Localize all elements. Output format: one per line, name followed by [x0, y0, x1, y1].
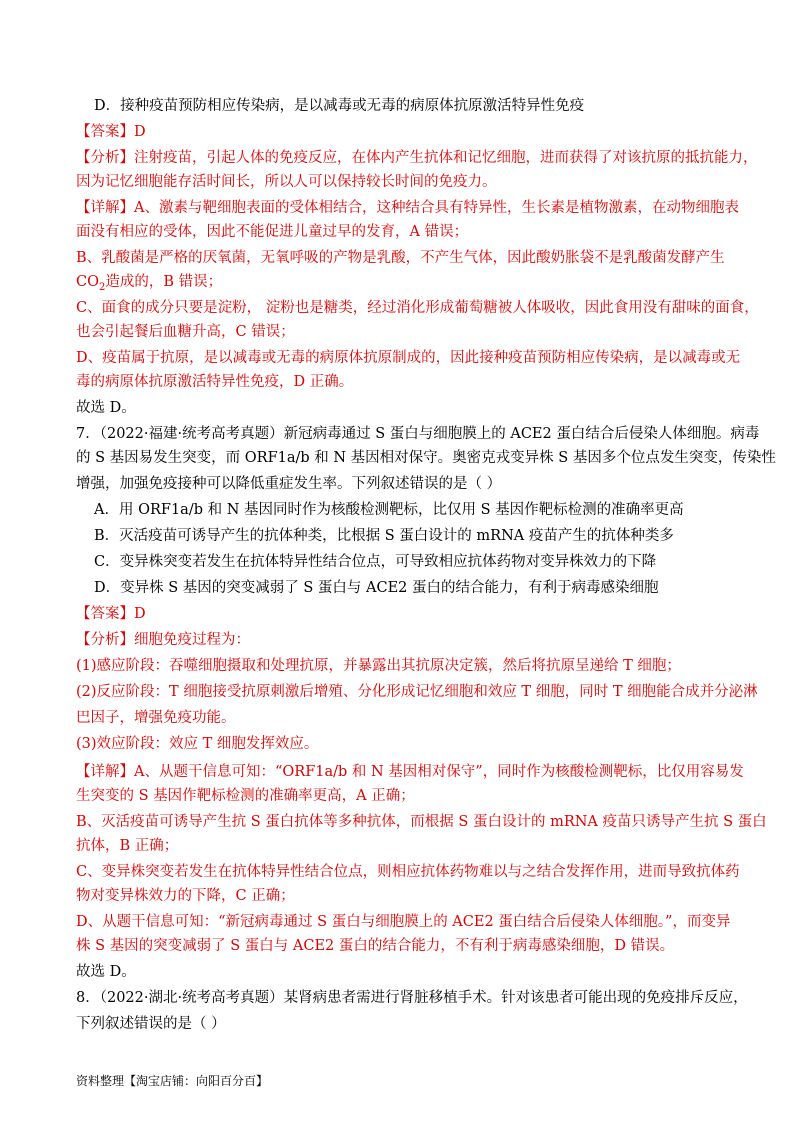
- q6-analysis-line-2: 因为记忆细胞能存活时间长，所以人可以保持较长时间的免疫力。: [76, 174, 497, 190]
- q6-analysis-line-1: [76, 148, 758, 168]
- q6-detail-line-3: B、乳酸菌是严格的厌氧菌，无氧呼吸的产物是乳酸，不产生气体，因此酸奶胀袋不是乳酸菌发酵产生: [76, 250, 725, 266]
- q7-detail-line-8: 株 S 基因的突变减弱了 S 蛋白与 ACE2 蛋白的结合能力，不有利于病毒感染细胞，D 错误。: [76, 938, 675, 954]
- q7-stem-line-2: 的 S 基因易发生突变，而 ORF1a/b 和 N 基因相对保守。奥密克戎变异株 S 基因多个位点发生突变，传染性: [76, 450, 776, 466]
- q6-detail-line-1: [76, 198, 739, 218]
- answer-value: D: [134, 606, 146, 622]
- answer-value: D: [134, 124, 146, 140]
- q7-detail-line-4: 抗体，B 正确；: [76, 838, 179, 854]
- q6-detail-line-7: D、疫苗属于抗原，是以减毒或无毒的病原体抗原制成的，因此接种疫苗预防相应传染病，是以减毒或无: [76, 350, 741, 366]
- page-footer: 资料整理【淘宝店铺：向阳百分百】: [76, 1074, 269, 1088]
- q7-detail-line-7: D、从题干信息可知：“新冠病毒通过 S 蛋白与细胞膜上的 ACE2 蛋白结合后侵染人体细胞。”，而变异: [76, 914, 731, 930]
- co2-text: CO: [76, 274, 99, 290]
- q7-detail-line-1: [76, 762, 744, 782]
- q7-analysis-line-2: (2)反应阶段：T 细胞接受抗原刺激后增殖、分化形成记忆细胞和效应 T 细胞，同时 T 细胞能合成并分泌淋: [76, 684, 758, 700]
- q7-option-c: C．变异株突变若发生在抗体特异性结合位点，可导致相应抗体药物对变异株效力的下降: [94, 554, 657, 570]
- analysis-text: 注射疫苗，引起人体的免疫反应，在体内产生抗体和记忆细胞，进而获得了对该抗原的抵抗能力，: [134, 150, 758, 166]
- analysis-text: 细胞免疫过程为：: [134, 632, 250, 648]
- q7-choose: 故选 D。: [76, 964, 136, 980]
- q6-detail-line-2: 面没有相应的受体，因此不能促进儿童过早的发育，A 错误；: [76, 224, 469, 240]
- q6-detail-line-8: 毒的病原体抗原激活特异性免疫，D 正确。: [76, 374, 354, 390]
- answer-tag: 【答案】: [76, 124, 134, 140]
- detail-tag: 【详解】: [76, 764, 134, 780]
- q7-detail-line-5: C、变异株突变若发生在抗体特异性结合位点，则相应抗体药物难以与之结合发挥作用，进而导致抗体药: [76, 864, 740, 880]
- q7-answer: [76, 604, 736, 624]
- answer-tag: 【答案】: [76, 606, 134, 622]
- q7-option-d: D．变异株 S 基因的突变减弱了 S 蛋白与 ACE2 蛋白的结合能力，有利于病毒感染细胞: [94, 580, 659, 596]
- q6-answer: [76, 122, 736, 142]
- q7-option-a: A．用 ORF1a/b 和 N 基因同时作为核酸检测靶标，比仅用 S 基因作靶标检测的准确率更高: [94, 502, 684, 518]
- q7-detail-line-3: B、灭活疫苗可诱导产生抗 S 蛋白抗体等多种抗体，而根据 S 蛋白设计的 mRNA 疫苗只诱导产生抗 S 蛋白: [76, 814, 767, 830]
- detail-tag: 【详解】: [76, 200, 134, 216]
- q6-detail-line-4: [76, 272, 736, 292]
- q6-detail-line-5: C、面食的成分只要是淀粉， 淀粉也是糖类，经过消化形成葡萄糖被人体吸收，因此食用没有甜味的面食，: [76, 300, 759, 316]
- q7-detail-line-2: 生突变的 S 基因作靶标检测的准确率更高，A 正确；: [76, 788, 415, 804]
- q7-analysis-line-0: [76, 630, 736, 650]
- q7-stem-line-3: 增强，加强免疫接种可以降低重症发生率。下列叙述错误的是（ ）: [76, 476, 502, 492]
- q7-analysis-line-4: (3)效应阶段：效应 T 细胞发挥效应。: [76, 736, 319, 752]
- analysis-tag: 【分析】: [76, 150, 134, 166]
- q6-detail-line-6: 也会引起餐后血糖升高，C 错误；: [76, 324, 295, 340]
- detail-text: A、激素与靶细胞表面的受体相结合，这种结合具有特异性，生长素是植物激素，在动物细胞表: [134, 200, 739, 216]
- q7-analysis-line-3: 巴因子，增强免疫功能。: [76, 710, 236, 726]
- detail-text: A、从题干信息可知：“ORF1a/b 和 N 基因相对保守”，同时作为核酸检测靶标，比仅用容易发: [134, 764, 744, 780]
- q7-analysis-line-1: (1)感应阶段：吞噬细胞摄取和处理抗原，并暴露出其抗原决定簇，然后将抗原呈递给 T 细胞；: [76, 658, 681, 674]
- q6-choose: 故选 D。: [76, 400, 136, 416]
- q8-stem-line-2: 下列叙述错误的是（ ）: [76, 1016, 226, 1032]
- detail-text: 造成的，B 错误；: [105, 274, 223, 290]
- q7-stem-line-1: 7．（2022·福建·统考高考真题）新冠病毒通过 S 蛋白与细胞膜上的 ACE2 蛋白结合后侵染人体细胞。病毒: [76, 426, 760, 442]
- q6-option-d: D．接种疫苗预防相应传染病，是以减毒或无毒的病原体抗原激活特异性免疫: [94, 98, 585, 114]
- co2-subscript: 2: [98, 281, 106, 293]
- analysis-tag: 【分析】: [76, 632, 134, 648]
- q7-detail-line-6: 物对变异株效力的下降，C 正确；: [76, 888, 295, 904]
- q8-stem-line-1: 8．（2022·湖北·统考高考真题）某肾病患者需进行肾脏移植手术。针对该患者可能出现的免疫排斥反应，: [76, 990, 748, 1006]
- q7-option-b: B．灭活疫苗可诱导产生的抗体种类，比根据 S 蛋白设计的 mRNA 疫苗产生的抗体种类多: [94, 528, 674, 544]
